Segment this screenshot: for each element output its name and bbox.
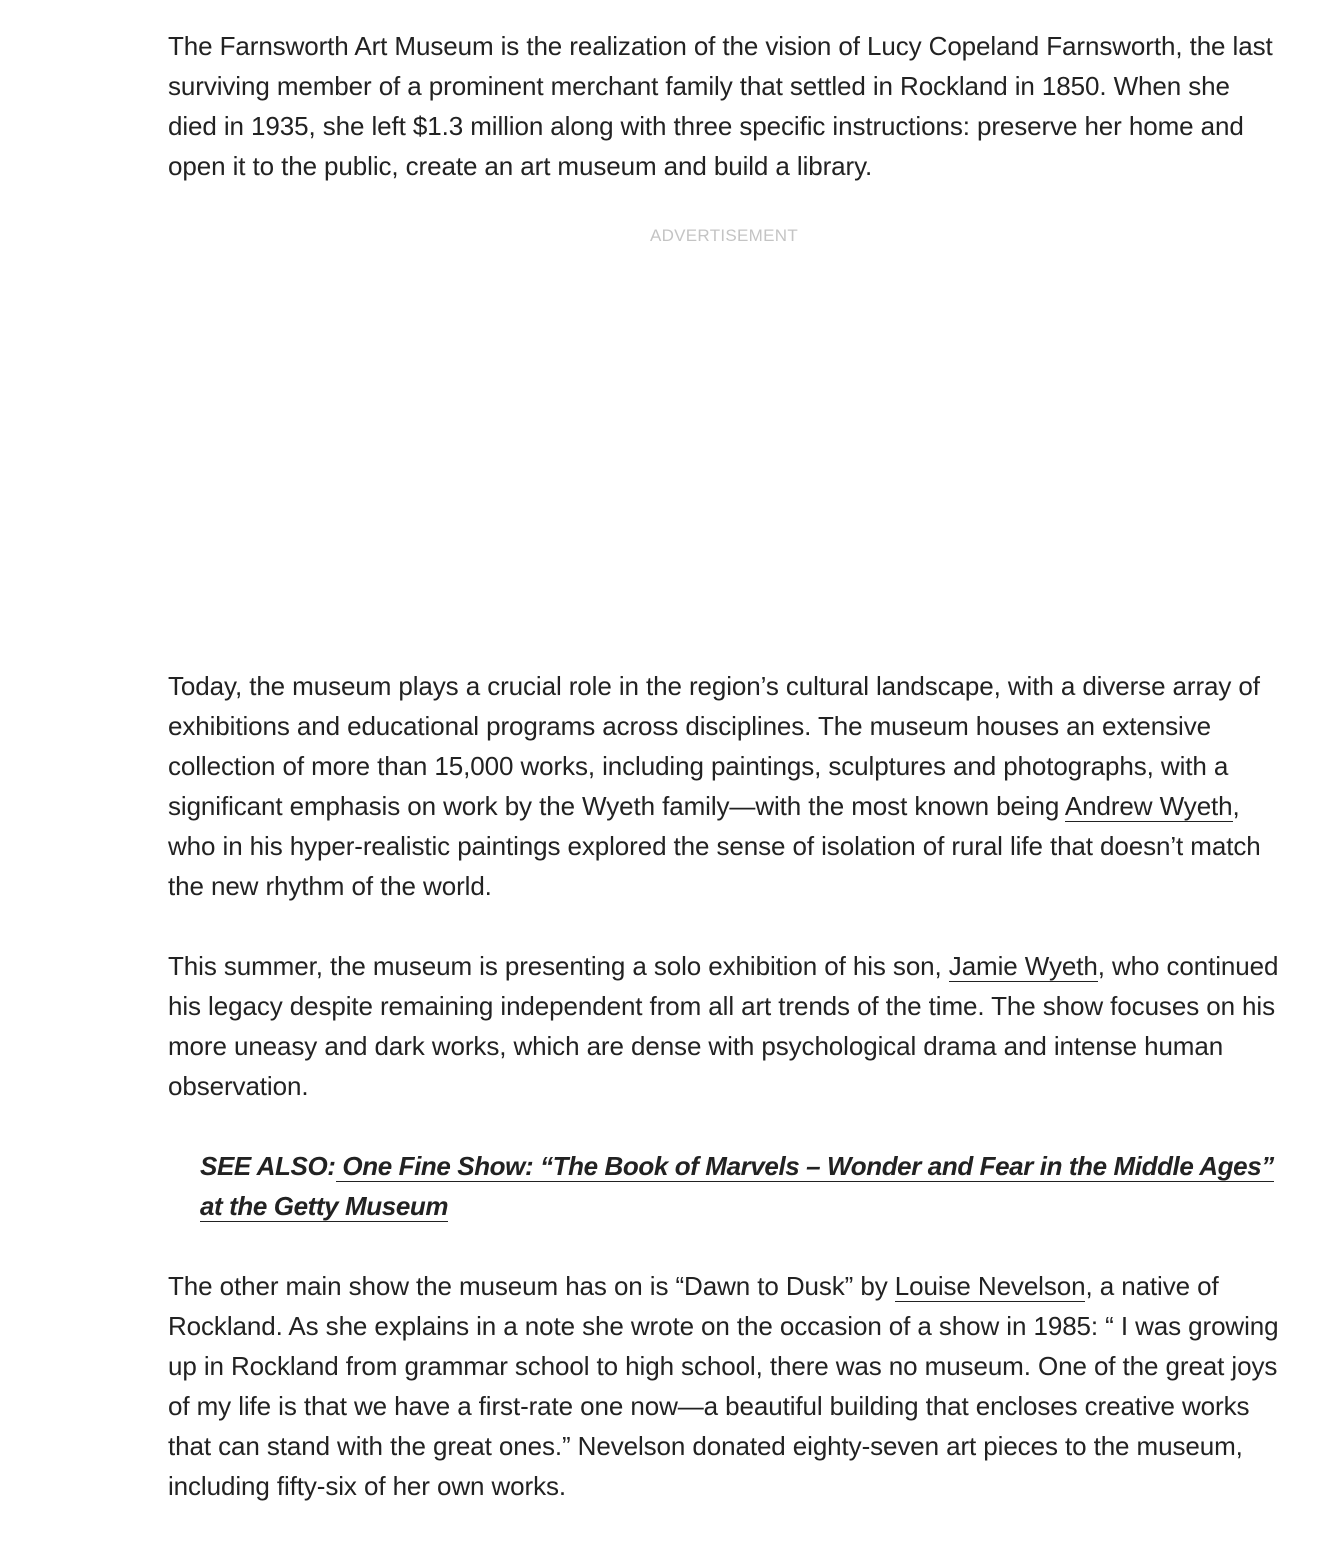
link-louise-nevelson[interactable]: Louise Nevelson [894,1271,1086,1301]
paragraph-text: This summer, the museum is presenting a solo exhibition of his son, [168,951,949,981]
paragraph-jamie-wyeth-show [168,946,1280,1106]
see-also-callout [168,1146,1280,1226]
paragraph-louise-nevelson [168,1266,1280,1506]
paragraph-spacer [168,1226,1280,1266]
paragraph-text: Today, the museum plays a crucial role in the region’s cultural landscape, with a diverse array of exhibitions and educational programs across disciplines. The museum houses an extensive collection of more than 15,000 works, including paintings, sculptures and photographs, with a significant emphasis on work by the Wyeth family—with the most known being [168,671,1260,821]
see-also-prefix: SEE ALSO: [200,1151,336,1181]
paragraph-text: , a native of Rockland. As she explains in a note she wrote on the occasion of a show in 1985: “ I was growing up in Rockland from grammar school to high school, there was no museum. One of the great joys of my life is that we have a first-rate one now—a beautiful building that encloses creative works that can stand with the great ones.” Nevelson donated eighty-seven art pieces to the museum, including fifty-six of her own works. [168,1271,1279,1501]
link-see-also-getty-museum[interactable]: One Fine Show: “The Book of Marvels – Wonder and Fear in the Middle Ages” at the Getty Museum [200,1151,1274,1221]
advertisement-label: ADVERTISEMENT [649,226,799,245]
paragraph-text: The other main show the museum has on is “Dawn to Dusk” by [168,1271,895,1301]
advertisement-slot [168,226,1280,666]
paragraph-farnsworth-history: The Farnsworth Art Museum is the realization of the vision of Lucy Copeland Farnsworth, the last surviving member of a prominent merchant family that settled in Rockland in 1850. When she died in 1935, she left $1.3 million along with three specific instructions: preserve her home and open it to the public, create an art museum and build a library. [168,31,1273,181]
paragraph-museum-today [168,666,1280,906]
link-jamie-wyeth[interactable]: Jamie Wyeth [948,951,1098,981]
paragraph-text: , who in his hyper-realistic paintings explored the sense of isolation of rural life that doesn’t match the new rhythm of the world. [168,791,1261,901]
article-body [168,26,1280,1506]
link-andrew-wyeth[interactable]: Andrew Wyeth [1064,791,1233,821]
paragraph-spacer [168,1106,1280,1146]
paragraph-text: , who continued his legacy despite remaining independent from all art trends of the time. The show focuses on his more uneasy and dark works, which are dense with psychological drama and intense human observation. [168,951,1279,1101]
paragraph-spacer [168,906,1280,946]
